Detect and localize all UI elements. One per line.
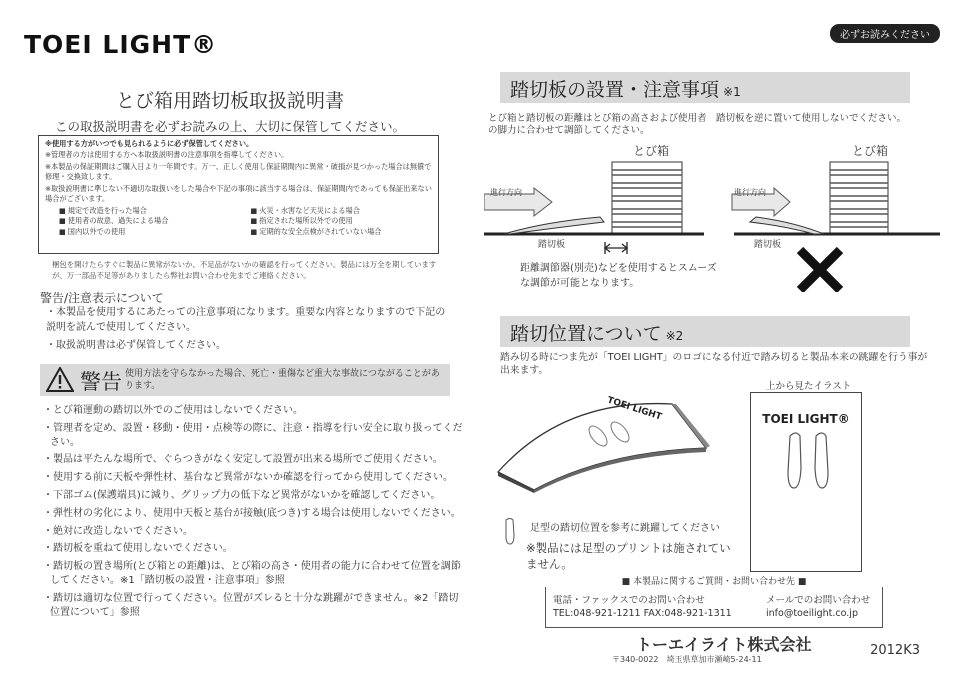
distance-adjuster-note: 距離調節器(別売)などを使用するとスムーズな調節が可能となります。 xyxy=(520,263,717,289)
warning-triangle-icon xyxy=(46,367,74,392)
top-view-logo: TOEI LIGHT® xyxy=(762,412,850,426)
warning-item: ・ 製品は平たんな場所で、ぐらつきがなく安定して設置が出来る場所でご使用ください。 xyxy=(40,453,465,467)
distance-gap-icon xyxy=(605,242,627,254)
takeoff-section-header xyxy=(500,316,910,347)
warranty-box xyxy=(38,135,439,254)
takeoff-instruction: 踏み切る時につま先が「TOEI LIGHT」のロゴになる付近で踏み切ると製品本来の跳躍を行う事が出来ます。 xyxy=(500,352,928,377)
footprint-icon xyxy=(502,517,518,545)
warning-label: 警告 xyxy=(80,370,122,394)
warning-list xyxy=(40,404,465,623)
board-logo: TOEI LIGHT xyxy=(605,395,663,423)
unpacking-notice: 梱包を開けたらすぐに製品に異常がないか、不足品がないかの確認を行ってください。製品には万全を期していますが、万一部品不足等がありましたら弊社お問い合わせ先までご連絡ください。 xyxy=(52,260,437,281)
top-view-label: 上から見たイラスト xyxy=(766,381,852,392)
vaulting-box-wrong xyxy=(830,162,888,234)
page-title: とび箱用踏切板取扱説明書 xyxy=(115,90,344,112)
exclusion-item: ■ 国内以外での使用 xyxy=(59,227,241,237)
springboard-label-1: 踏切板 xyxy=(538,240,566,250)
warranty-line-2: ※管理者の方は使用する方へ本取扱説明書の注意事項を指導してください。 xyxy=(45,150,289,160)
springboard-illustration xyxy=(494,392,722,494)
warning-section-heading: 警告/注意表示について xyxy=(40,291,164,305)
installation-section-header xyxy=(500,72,910,103)
phone-fax-numbers: TEL:048-921-1211 FAX:048-921-1311 xyxy=(553,608,732,619)
footprints-icon xyxy=(784,428,832,492)
exclusion-item: ■ 指定された場所以外での使用 xyxy=(251,216,433,226)
warning-item: ・ 下部ゴム(保護端具)に減り、グリップ力の低下など異常がないかを確認してください。 xyxy=(40,489,465,503)
prohibited-x-icon xyxy=(800,250,840,290)
warning-item: ・ 踏切板の置き場所(とび箱との距離)は、とび箱の高さ・使用者の能力に合わせて位置を調節してください。※1「踏切板の設置・注意事項」参照 xyxy=(40,560,465,588)
exclusion-item: ■ 定期的な安全点検がされていない場合 xyxy=(251,227,433,237)
document-code: 2012K3 xyxy=(870,643,920,658)
warning-description: 使用方法を守らなかった場合、死亡・重傷など重大な事故につながることがあります。 xyxy=(125,369,440,392)
warranty-line-1: ※使用する方がいつでも見られるように必ず保管してください。 xyxy=(45,139,254,148)
contact-heading: ■ 本製品に関するご質問・お問い合わせ先 ■ xyxy=(545,574,883,587)
takeoff-note-ref: ※2 xyxy=(665,329,684,343)
warranty-exclusion-list xyxy=(59,206,432,237)
print-disclaimer: ※製品には足型のプリントは施されていません。 xyxy=(526,541,731,571)
page-subtitle: この取扱説明書を必ずお読みの上、大切に保管してください。 xyxy=(54,119,405,134)
springboard-wrong xyxy=(750,217,824,234)
distance-instruction: とび箱と踏切板の距離はとび箱の高さおよび使用者の脚力に合わせて調節してください。 xyxy=(488,113,707,137)
installation-note-ref: ※1 xyxy=(723,85,741,99)
vaulting-box-label-1: とび箱 xyxy=(633,144,670,158)
must-read-badge: 必ずお読みください xyxy=(830,24,940,43)
warning-item: ・ 管理者を定め、設置・移動・使用・点検等の際に、注意・指導を行い安全に取り扱ってください。 xyxy=(40,422,465,450)
installation-section-title: 踏切板の設置・注意事項 xyxy=(510,79,720,101)
company-address: 〒340-0022 埼玉県草加市瀬崎5-24-11 xyxy=(612,655,762,664)
warning-item: ・ 絶対に改造しないでください。 xyxy=(40,525,465,539)
springboard-correct xyxy=(504,217,604,234)
warranty-line-3: ※本製品の保証期間はご購入日より一年間です。万一、正しく使用し保証期間内に異常・破損が見つかった場合は無償で修理・交換致します。 xyxy=(45,161,432,182)
exclusion-item: ■ 火災・水害など天災による場合 xyxy=(251,206,433,216)
direction-label-2: 進行方向 xyxy=(734,188,766,197)
warranty-line-4: ※取扱説明書に準じない不適切な取扱いをした場合や下記の事項に該当する場合は、保証期間内であっても保証出来ない場合がございます。 xyxy=(45,183,432,204)
vaulting-box-label-2: とび箱 xyxy=(852,144,889,158)
email-address[interactable]: info@toeilight.co.jp xyxy=(766,608,858,619)
warning-section-text-1: ・本製品を使用するにあたっての注意事項になります。重要な内容となりますので下記の説明を読んで使用してください。 xyxy=(46,307,446,333)
phone-label: 電話・ファックスでのお問い合わせ xyxy=(553,595,705,606)
company-name: トーエイライト株式会社 xyxy=(636,635,812,654)
warning-item: ・ 使用する前に天板や弾性材、基台など異常がないか確認を行ってから使用してください。 xyxy=(40,471,465,485)
direction-label-1: 進行方向 xyxy=(490,188,522,197)
warning-item: ・ 踏切板を重ねて使用しないでください。 xyxy=(40,542,465,556)
springboard-label-2: 踏切板 xyxy=(754,240,782,250)
warning-item: ・ 弾性材の劣化により、使用中天板と基台が接触(底つき)する場合は使用しないでください。 xyxy=(40,507,465,521)
reverse-warning: 踏切板を逆に置いて使用しないでください。 xyxy=(716,113,907,124)
vaulting-box-correct xyxy=(612,162,682,234)
takeoff-section-title: 踏切位置について xyxy=(510,323,662,345)
email-label: メールでのお問い合わせ xyxy=(766,595,871,606)
warning-item: ・ とび箱運動の踏切以外でのご使用はしないでください。 xyxy=(40,404,465,418)
exclusion-item: ■ 使用者の故意、過失による場合 xyxy=(59,216,241,226)
warning-item: ・ 踏切は適切な位置で行ってください。位置がズレると十分な跳躍ができません。※2「踏切位置について」参照 xyxy=(40,592,465,620)
warning-section-text-2: ・取扱説明書は必ず保管してください。 xyxy=(46,340,226,351)
footprint-note: 足型の踏切位置を参考に跳躍してください xyxy=(530,523,720,534)
exclusion-item: ■ 規定で改造を行った場合 xyxy=(59,206,241,216)
brand-logo: TOEI LIGHT® xyxy=(24,30,218,59)
